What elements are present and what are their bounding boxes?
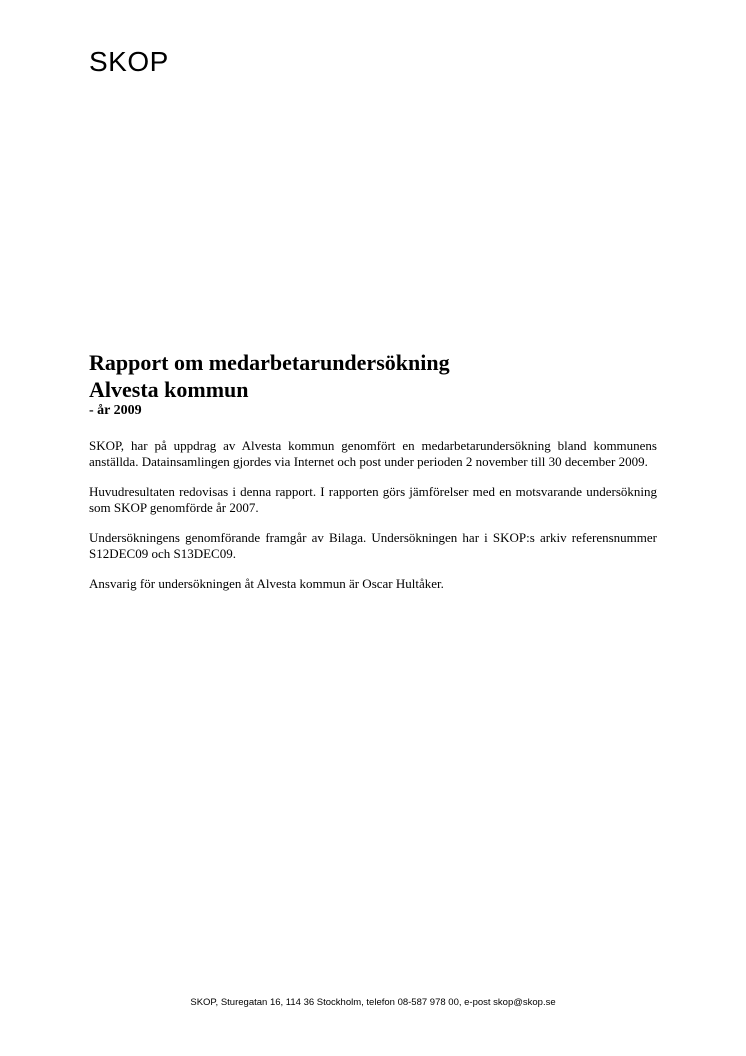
results-paragraph: Huvudresultaten redovisas i denna rapport. I rapporten görs jämförelser med en motsvarande undersökning som SKOP genomförde år 2007. bbox=[89, 484, 657, 515]
report-content bbox=[89, 349, 657, 607]
method-paragraph: Undersökningens genomförande framgår av Bilaga. Undersökningen har i SKOP:s arkiv referensnummer S12DEC09 och S13DEC09. bbox=[89, 530, 657, 561]
report-subtitle: - år 2009 bbox=[89, 403, 142, 418]
page-footer: SKOP, Sturegatan 16, 114 36 Stockholm, telefon 08-587 978 00, e-post skop@skop.se bbox=[190, 997, 556, 1008]
intro-paragraph: SKOP, har på uppdrag av Alvesta kommun genomfört en medarbetarundersökning bland kommunens anställda. Datainsamlingen gjordes via Internet och post under perioden 2 november till 30 december 2009. bbox=[89, 438, 657, 469]
report-title-line1: Rapport om medarbetarundersökning bbox=[89, 350, 450, 375]
responsible-paragraph: Ansvarig för undersökningen åt Alvesta kommun är Oscar Hultåker. bbox=[89, 576, 444, 591]
report-title-line2: Alvesta kommun bbox=[89, 377, 249, 402]
company-logo-text: SKOP bbox=[89, 46, 169, 77]
